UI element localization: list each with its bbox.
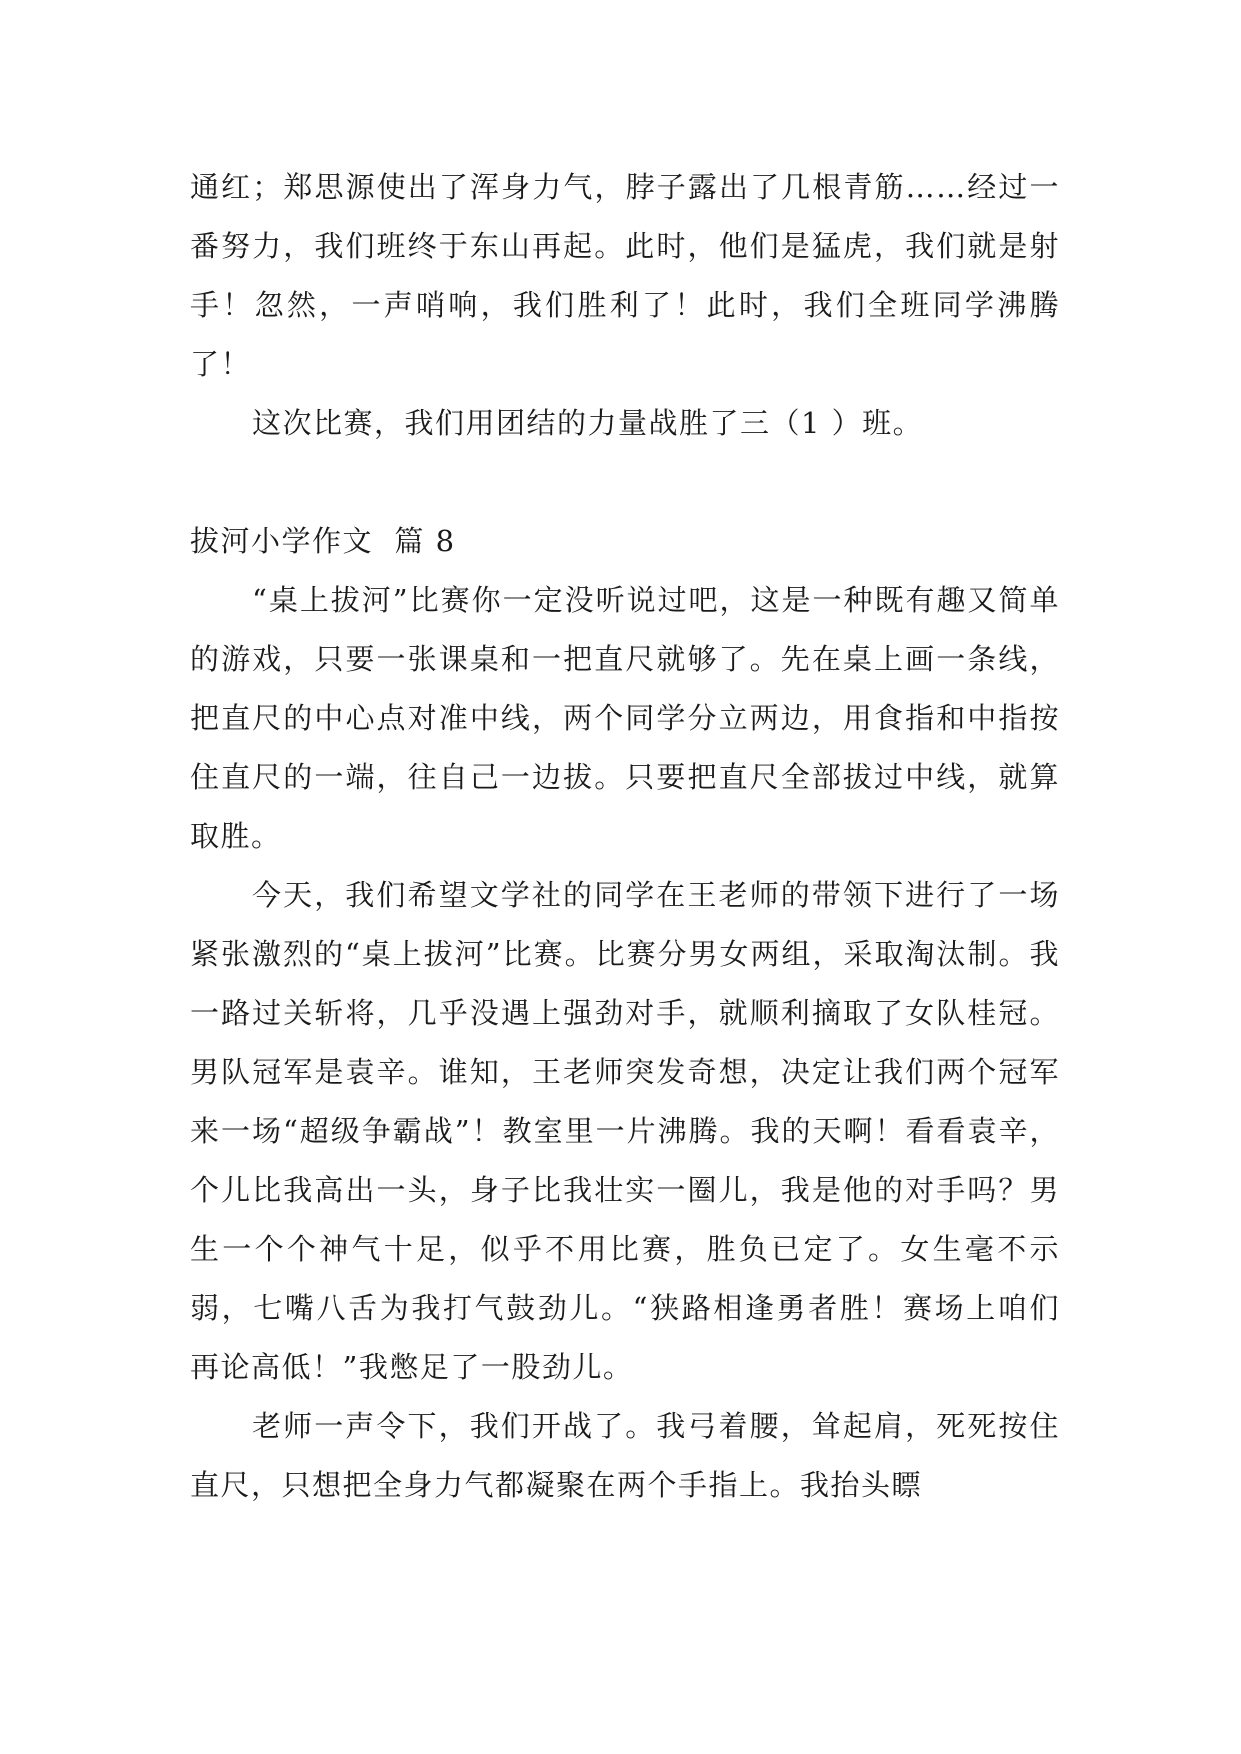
section-heading: 拔河小学作文 篇 8: [190, 524, 456, 558]
paragraph-competition: 今天，我们希望文学社的同学在王老师的带领下进行了一场紧张激烈的“桌上拔河”比赛。比赛分男女两组，采取淘汰制。我一路过关斩将，几乎没遇上强劲对手，就顺利摘取了女队桂冠。男队冠军是袁辛。谁知，王老师突发奇想，决定让我们两个冠军来一场“超级争霸战”！教室里一片沸腾。我的天啊！看看袁辛，个儿比我高出一头，身子比我壮实一圈儿，我是他的对手吗？男生一个个神气十足，似乎不用比赛，胜负已定了。女生毫不示弱，七嘴八舌为我打气鼓劲儿。“狭路相逢勇者胜！赛场上咱们再论高低！”我憋足了一股劲儿。: [190, 878, 1060, 1384]
paragraph-conclusion: 这次比赛，我们用团结的力量战胜了三（1 ）班。: [252, 406, 924, 440]
paragraph-continuation: 通红；郑思源使出了浑身力气，脖子露出了几根青筋……经过一番努力，我们班终于东山再起。此时，他们是猛虎，我们就是射手！忽然，一声哨响，我们胜利了！此时，我们全班同学沸腾了！: [190, 170, 1060, 381]
document-body: [190, 158, 1060, 1515]
section-spacer: [190, 453, 1060, 512]
paragraph-intro: “桌上拔河”比赛你一定没听说过吧，这是一种既有趣又简单的游戏，只要一张课桌和一把直尺就够了。先在桌上画一条线，把直尺的中心点对准中线，两个同学分立两边，用食指和中指按住直尺的一端，往自己一边拔。只要把直尺全部拔过中线，就算取胜。: [190, 583, 1060, 853]
paragraph-battle: 老师一声令下，我们开战了。我弓着腰，耸起肩，死死按住直尺，只想把全身力气都凝聚在两个手指上。我抬头瞟: [190, 1409, 1060, 1502]
